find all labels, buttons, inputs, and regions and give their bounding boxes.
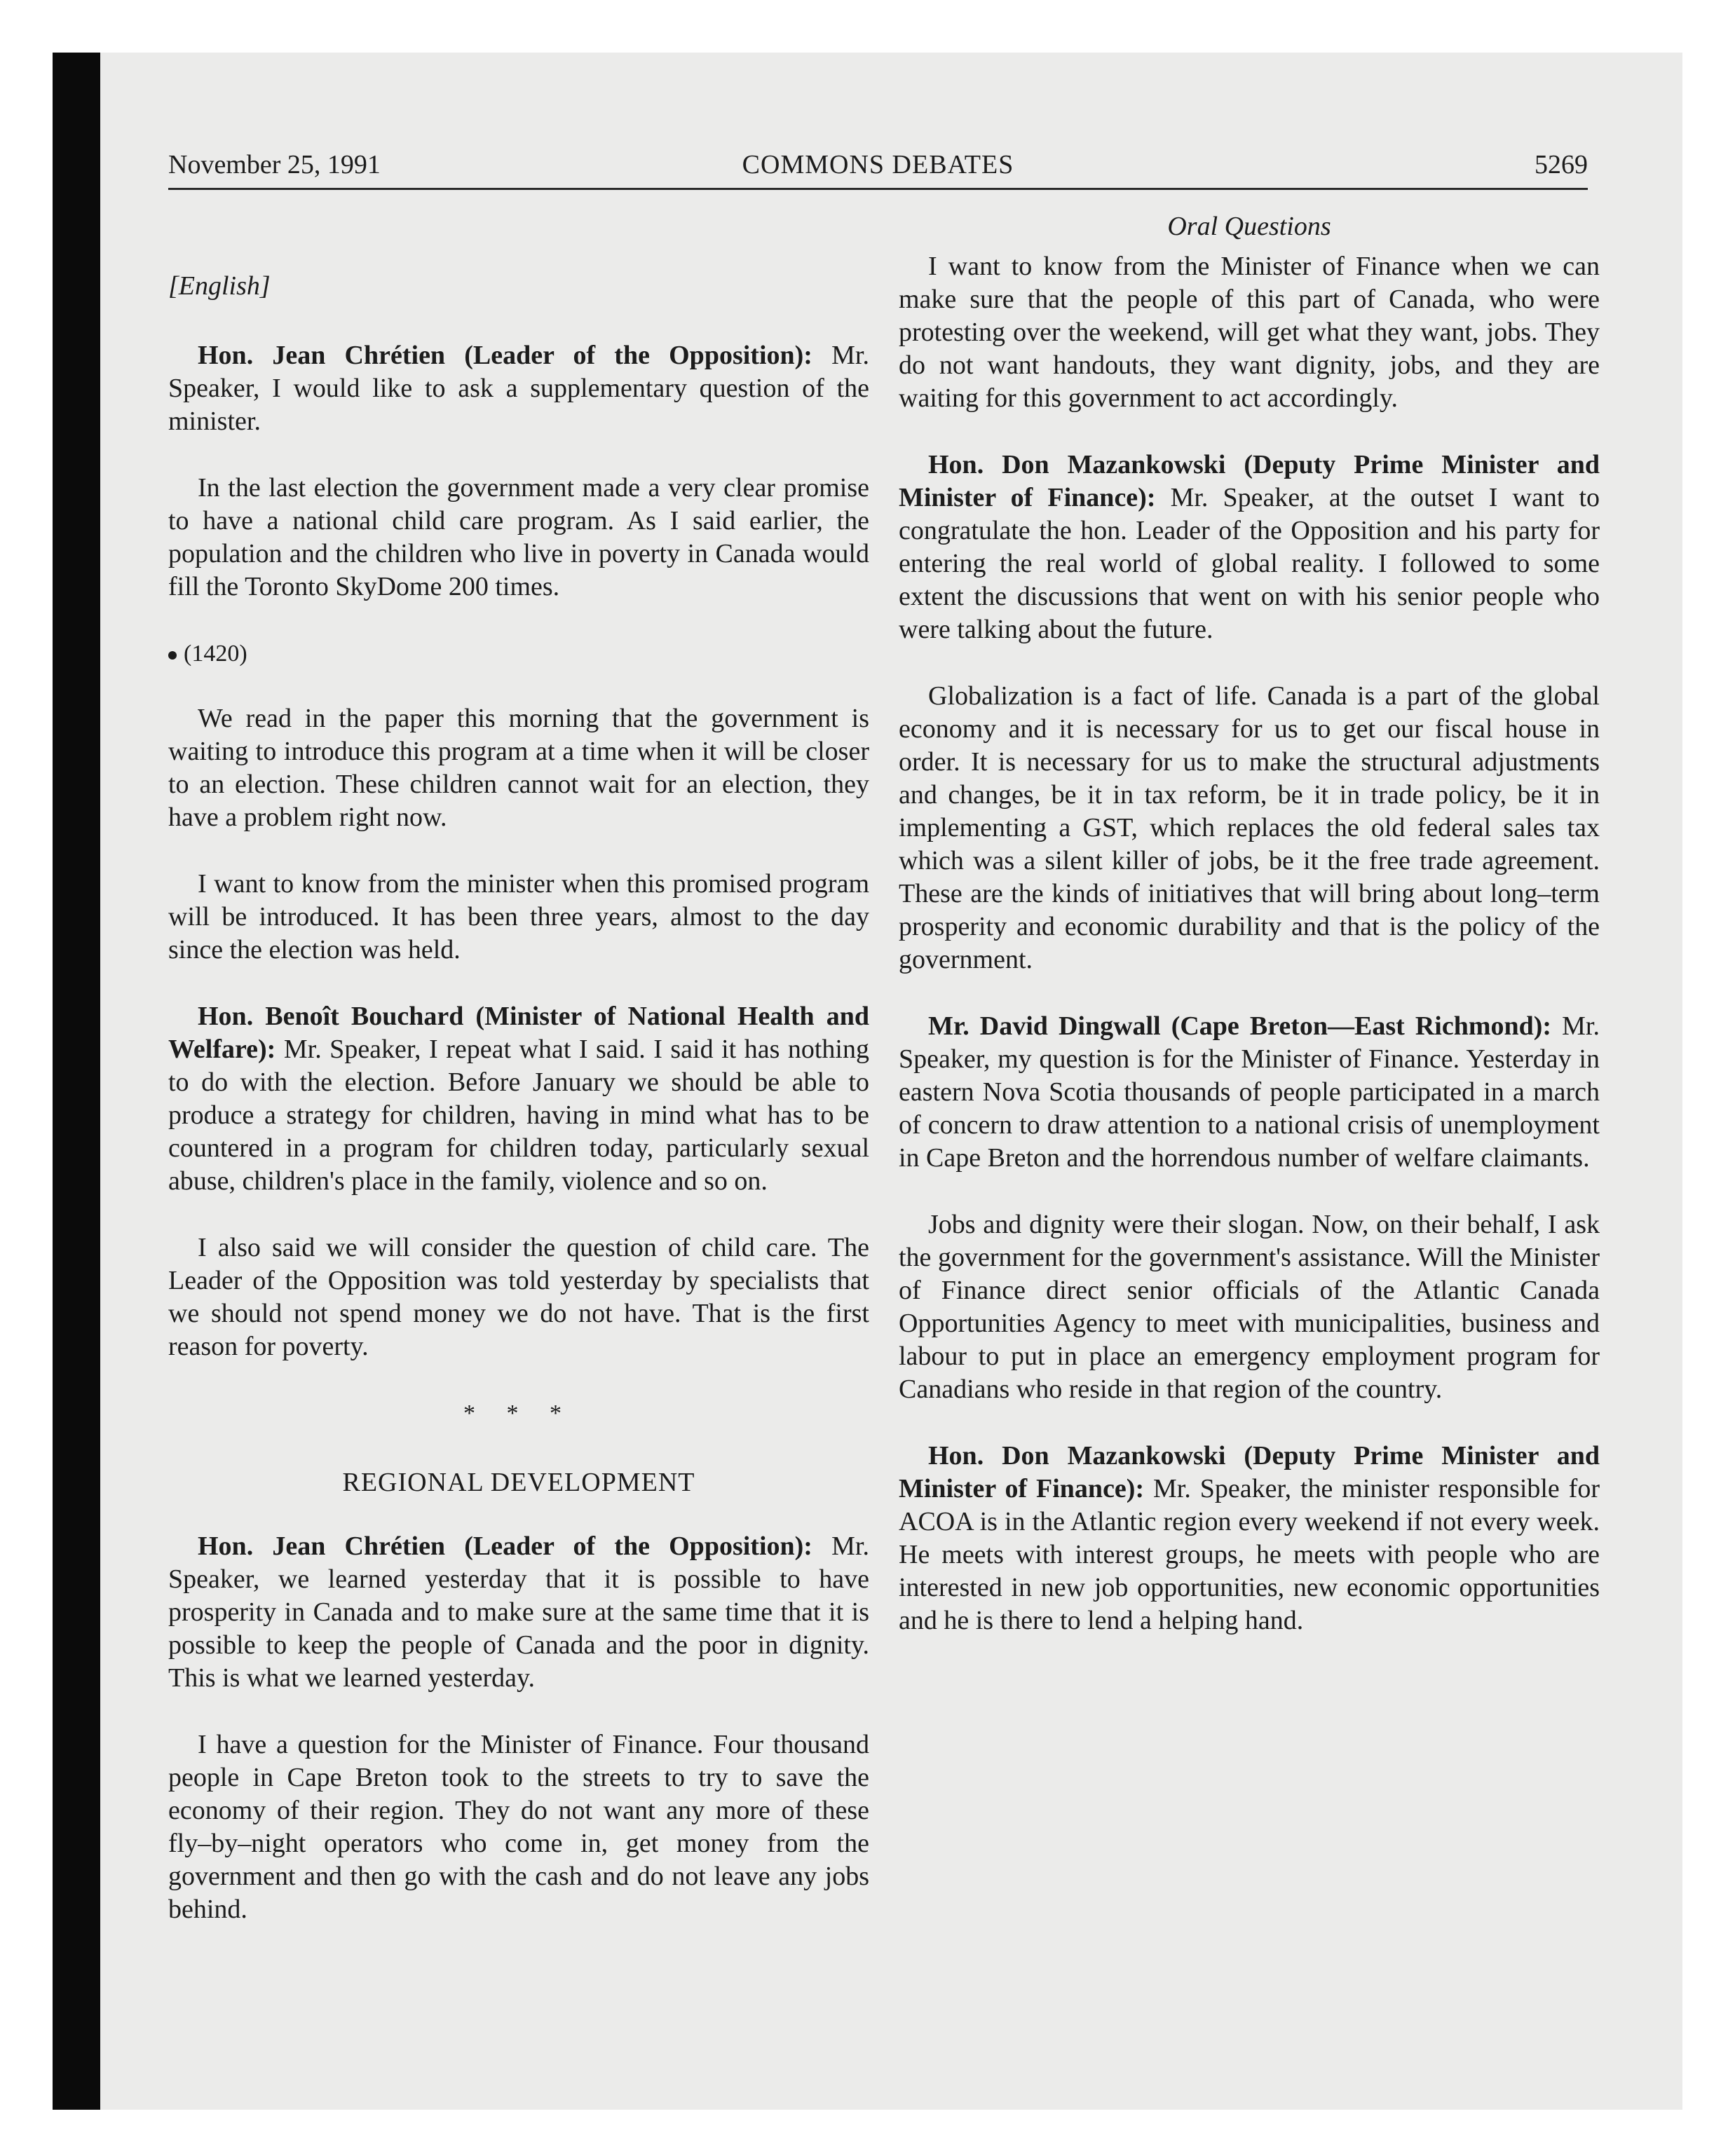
speaker-name: Hon. Jean Chrétien (Leader of the Opposition):	[198, 341, 812, 370]
header-page-number: 5269	[1535, 150, 1588, 179]
paragraph	[168, 1530, 869, 1695]
speech-text: Mr. Speaker, I would like to ask a supplementary question of the minister.	[168, 341, 869, 436]
paragraph: Globalization is a fact of life. Canada is a part of the global economy and it is necessary for us to get our fiscal house in order. It is necessary for us to make the structural adjustments and changes, be it in tax reform, be it in trade policy, be it in implementing a GST, which replaces the old federal sales tax which was a silent killer of jobs, be it the free trade agreement. These are the kinds of initiatives that will bring about long–term prosperity and economic durability and that is the policy of the government.	[899, 681, 1600, 974]
paragraph: In the last election the government made a very clear promise to have a national child care program. As I said earlier, the population and the children who live in poverty in Canada would fill the Toronto SkyDome 200 times.	[168, 473, 869, 601]
language-tag: [English]	[168, 271, 271, 301]
paragraph: I want to know from the minister when this promised program will be introduced. It has been three years, almost to the day since the election was held.	[168, 869, 869, 964]
paragraph	[899, 1010, 1600, 1175]
paragraph	[168, 339, 869, 438]
speech-text: Mr. Speaker, the minister responsible for ACOA is in the Atlantic region every weekend if not every week. He meets with interest groups, he meets with people who are interested in new job opportunities, new economic opportunities and he is there to lend a helping hand.	[899, 1474, 1600, 1635]
scan-binding-edge	[53, 53, 100, 2110]
header-rule	[168, 188, 1588, 190]
speaker-name: Hon. Benoît Bouchard (Minister of National Health and Welfare):	[168, 1002, 869, 1064]
paragraph: I also said we will consider the question of child care. The Leader of the Opposition was told yesterday by specialists that we should not spend money we do not have. That is the first reason for poverty.	[168, 1233, 869, 1361]
paragraph	[168, 1000, 869, 1198]
timestamp-text: (1420)	[184, 641, 247, 667]
bullet-icon	[168, 651, 177, 660]
paragraph	[899, 1440, 1600, 1637]
page-header	[168, 147, 1588, 189]
speech-text: Mr. Speaker, we learned yesterday that it is possible to have prosperity in Canada and to make sure at the same time that it is possible to keep the people of Canada and the poor in dignity. This is what we learned yesterday.	[168, 1531, 869, 1693]
speaker-name: Mr. David Dingwall (Cape Breton—East Richmond):	[928, 1011, 1552, 1041]
speaker-name: Hon. Jean Chrétien (Leader of the Opposition):	[198, 1531, 812, 1561]
speaker-name: Hon. Don Mazankowski (Deputy Prime Minister and Minister of Finance):	[899, 1441, 1600, 1503]
paragraph	[899, 449, 1600, 646]
header-date: November 25, 1991	[168, 150, 381, 179]
running-head: Oral Questions	[1167, 212, 1331, 241]
speech-text: Mr. Speaker, at the outset I want to congratulate the hon. Leader of the Opposition and his party for entering the real world of global reality. I followed to some extent the discussions that went on with his senior people who were talking about the future.	[899, 483, 1600, 644]
speech-text: Mr. Speaker, I repeat what I said. I said it has nothing to do with the election. Before January we should be able to produce a strategy for children, having in mind what has to be countered in a program for children today, particularly sexual abuse, children's place in the family, violence and so on.	[168, 1035, 869, 1196]
paragraph: I want to know from the Minister of Finance when we can make sure that the people of this part of Canada, who were protesting over the weekend, will get what they want, jobs. They do not want handouts, they want dignity, jobs, and they are waiting for this government to act accordingly.	[899, 252, 1600, 413]
left-column	[168, 270, 869, 1960]
section-separator: * * *	[463, 1400, 574, 1426]
paragraph: I have a question for the Minister of Finance. Four thousand people in Cape Breton took to the streets to try to save the economy of their region. They do not want any more of these fly–by–night operators who come in, get money from the government and then go with the cash and do not leave any jobs behind.	[168, 1730, 869, 1924]
paragraph: We read in the paper this morning that the government is waiting to introduce this program at a time when it will be closer to an election. These children cannot wait for an election, they have a problem right now.	[168, 704, 869, 832]
header-title: COMMONS DEBATES	[742, 150, 1014, 179]
speech-text: Mr. Speaker, my question is for the Minister of Finance. Yesterday in eastern Nova Scotia thousands of people participated in a march of concern to draw attention to a national crisis of unemployment in Cape Breton and the horrendous number of welfare claimants.	[899, 1011, 1600, 1173]
timestamp	[168, 637, 869, 670]
paragraph: Jobs and dignity were their slogan. Now, on their behalf, I ask the government for the government's assistance. Will the Minister of Finance direct senior officials of the Atlantic Canada Opportunities Agency to meet with municipalities, business and labour to put in place an emergency employment program for Canadians who reside in that region of the country.	[899, 1210, 1600, 1404]
section-title: REGIONAL DEVELOPMENT	[342, 1468, 695, 1497]
right-column	[899, 210, 1600, 1671]
speaker-name: Hon. Don Mazankowski (Deputy Prime Minister and Minister of Finance):	[899, 450, 1600, 512]
